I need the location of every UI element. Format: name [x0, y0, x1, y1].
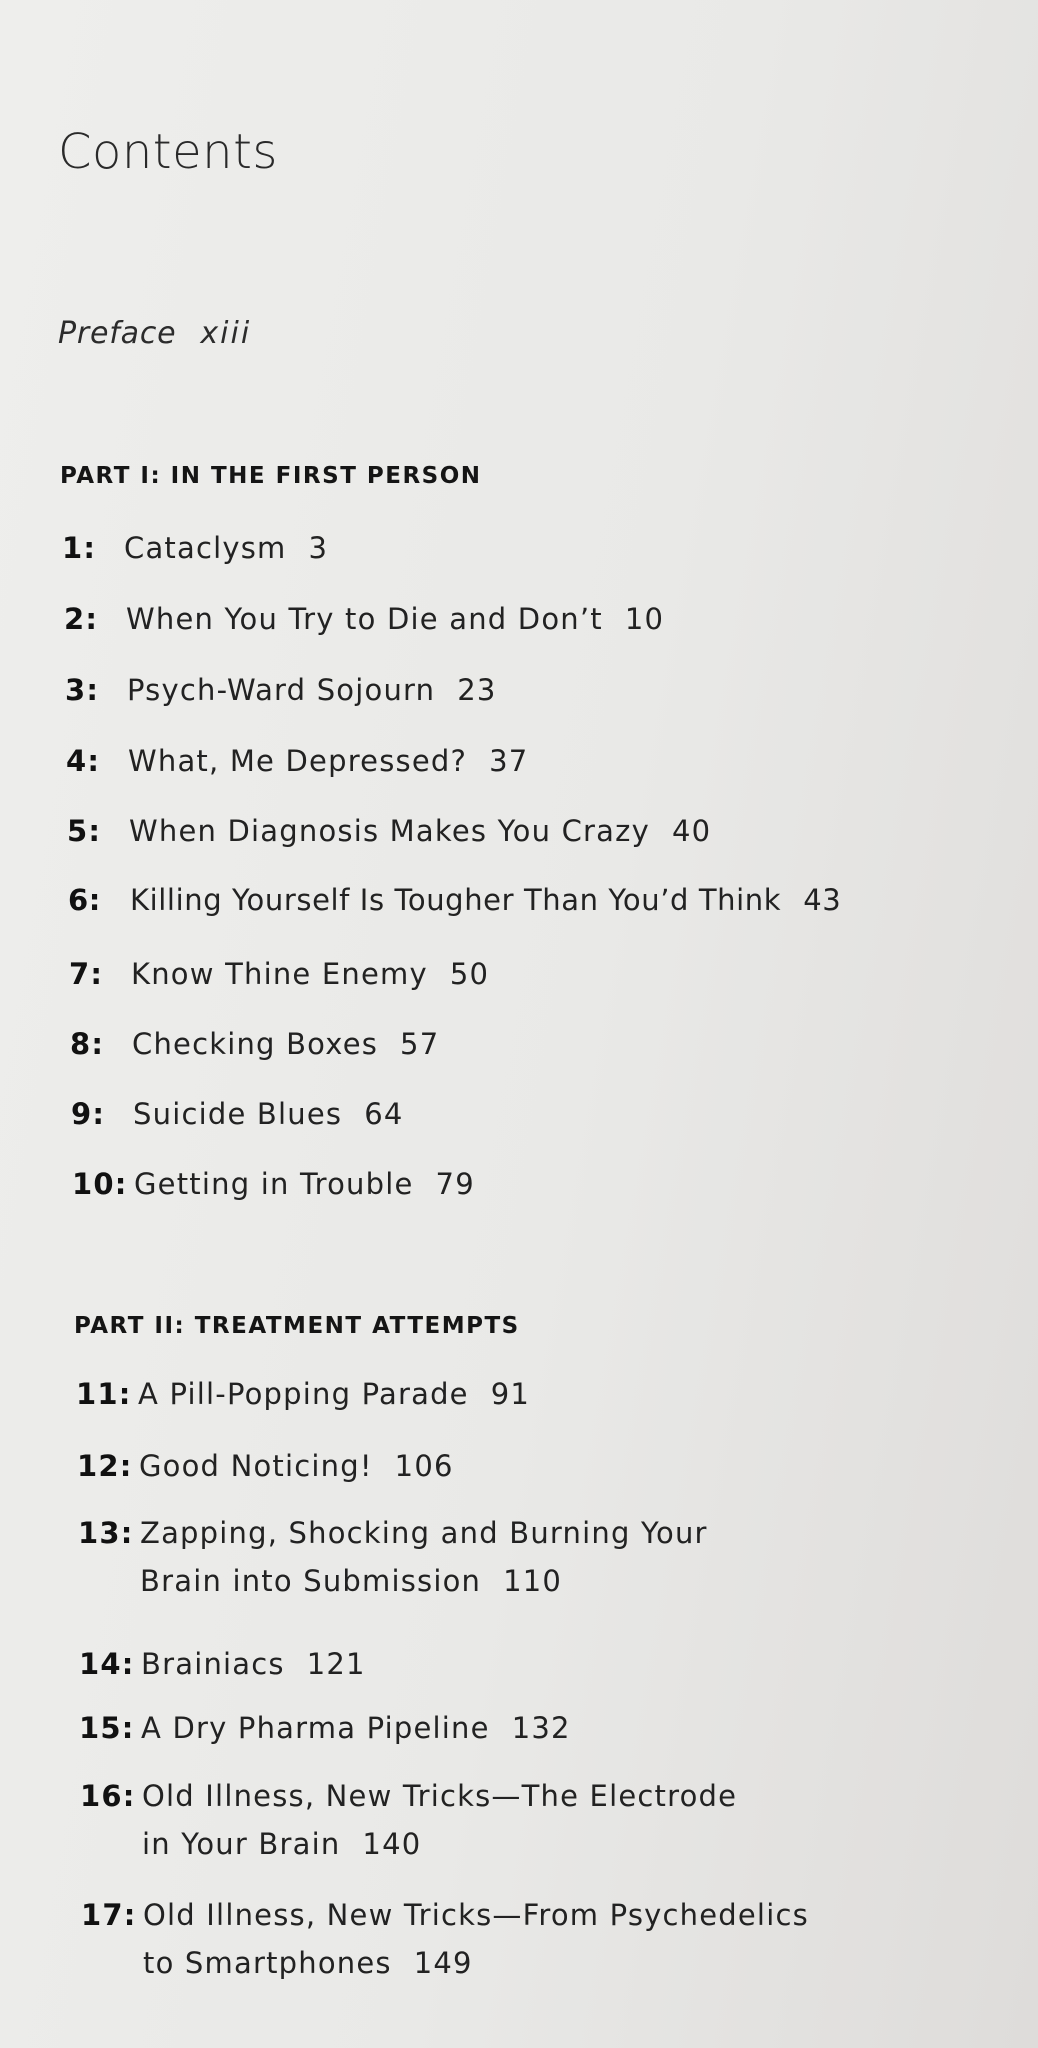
chapter-title: A Dry Pharma Pipeline [141, 1711, 490, 1745]
chapter-title-line2: Brain into Submission [140, 1564, 482, 1598]
toc-entry [76, 1377, 531, 1411]
chapter-number: 16: [80, 1779, 136, 1813]
chapter-number: 2: [64, 602, 99, 636]
chapter-page: 121 [306, 1647, 366, 1681]
chapter-title-continued [80, 1827, 737, 1861]
toc-entry [69, 957, 490, 991]
chapter-page: 110 [503, 1564, 563, 1598]
toc-entry [64, 602, 665, 636]
chapter-number: 9: [71, 1097, 106, 1131]
chapter-page: 149 [413, 1946, 473, 1980]
preface-entry [58, 316, 251, 351]
chapter-page: 91 [490, 1377, 531, 1411]
toc-entry [81, 1898, 809, 1980]
chapter-number: 4: [66, 744, 101, 778]
chapter-title: Suicide Blues [133, 1097, 343, 1131]
chapter-number: 7: [69, 957, 104, 991]
toc-entry [65, 673, 497, 707]
chapter-title: Old Illness, New Tricks—From Psychedelics [143, 1898, 809, 1932]
chapter-number: 12: [77, 1449, 133, 1483]
chapter-number: 10: [72, 1167, 128, 1201]
chapter-title-line2: to Smartphones [143, 1946, 392, 1980]
chapter-page: 37 [489, 744, 529, 778]
chapter-page: 40 [671, 814, 712, 848]
chapter-number: 14: [79, 1647, 135, 1681]
chapter-page: 10 [624, 602, 665, 636]
toc-entry [68, 883, 842, 917]
toc-entry [79, 1711, 571, 1745]
chapter-number: 5: [67, 814, 102, 848]
chapter-title: Know Thine Enemy [131, 957, 428, 991]
chapter-page: 132 [511, 1711, 571, 1745]
chapter-page: 23 [457, 673, 497, 707]
chapter-title-continued [78, 1564, 708, 1598]
chapter-number: 17: [81, 1898, 137, 1932]
toc-entry [67, 814, 712, 848]
chapter-title: When You Try to Die and Don’t [126, 602, 603, 636]
chapter-title: Cataclysm [124, 531, 287, 565]
chapter-number: 3: [65, 673, 100, 707]
chapter-title: Psych-Ward Sojourn [127, 673, 436, 707]
chapter-page: 79 [435, 1167, 475, 1201]
chapter-title-continued [81, 1946, 809, 1980]
chapter-title: When Diagnosis Makes You Crazy [129, 814, 650, 848]
chapter-page: 3 [308, 531, 329, 565]
chapter-number: 1: [62, 531, 97, 565]
toc-entry [71, 1097, 404, 1131]
part-heading: PART II: TREATMENT ATTEMPTS [74, 1313, 520, 1339]
chapter-title: Getting in Trouble [134, 1167, 414, 1201]
toc-entry [80, 1779, 738, 1861]
chapter-title: Zapping, Shocking and Burning Your [140, 1516, 708, 1550]
chapter-page: 57 [400, 1027, 440, 1061]
toc-entry [62, 531, 329, 565]
chapter-page: 43 [803, 883, 842, 917]
chapter-page: 64 [364, 1097, 404, 1131]
chapter-title-line2: in Your Brain [142, 1827, 341, 1861]
chapter-title: What, Me Depressed? [128, 744, 468, 778]
chapter-number: 15: [79, 1711, 135, 1745]
chapter-title: Good Noticing! [139, 1449, 373, 1483]
chapter-title: Killing Yourself Is Tougher Than You’d Think [130, 883, 782, 917]
chapter-number: 6: [68, 883, 101, 917]
chapter-title: Old Illness, New Tricks—The Electrode [142, 1779, 738, 1813]
toc-entry [78, 1516, 708, 1598]
chapter-page: 50 [449, 957, 490, 991]
toc-entry [79, 1647, 366, 1681]
chapter-page: 140 [362, 1827, 422, 1861]
page-title: Contents [58, 124, 278, 180]
part-heading: PART I: IN THE FIRST PERSON [60, 463, 482, 489]
preface-page: xiii [200, 316, 252, 351]
toc-entry [77, 1449, 454, 1483]
chapter-number: 13: [78, 1516, 134, 1550]
toc-entry [72, 1167, 475, 1201]
chapter-title: Brainiacs [141, 1647, 285, 1681]
toc-entry [66, 744, 529, 778]
preface-label: Preface [58, 316, 177, 351]
chapter-title: Checking Boxes [132, 1027, 379, 1061]
chapter-page: 106 [394, 1449, 454, 1483]
chapter-title: A Pill-Popping Parade [138, 1377, 469, 1411]
toc-entry [70, 1027, 440, 1061]
chapter-number: 8: [70, 1027, 105, 1061]
chapter-number: 11: [76, 1377, 132, 1411]
